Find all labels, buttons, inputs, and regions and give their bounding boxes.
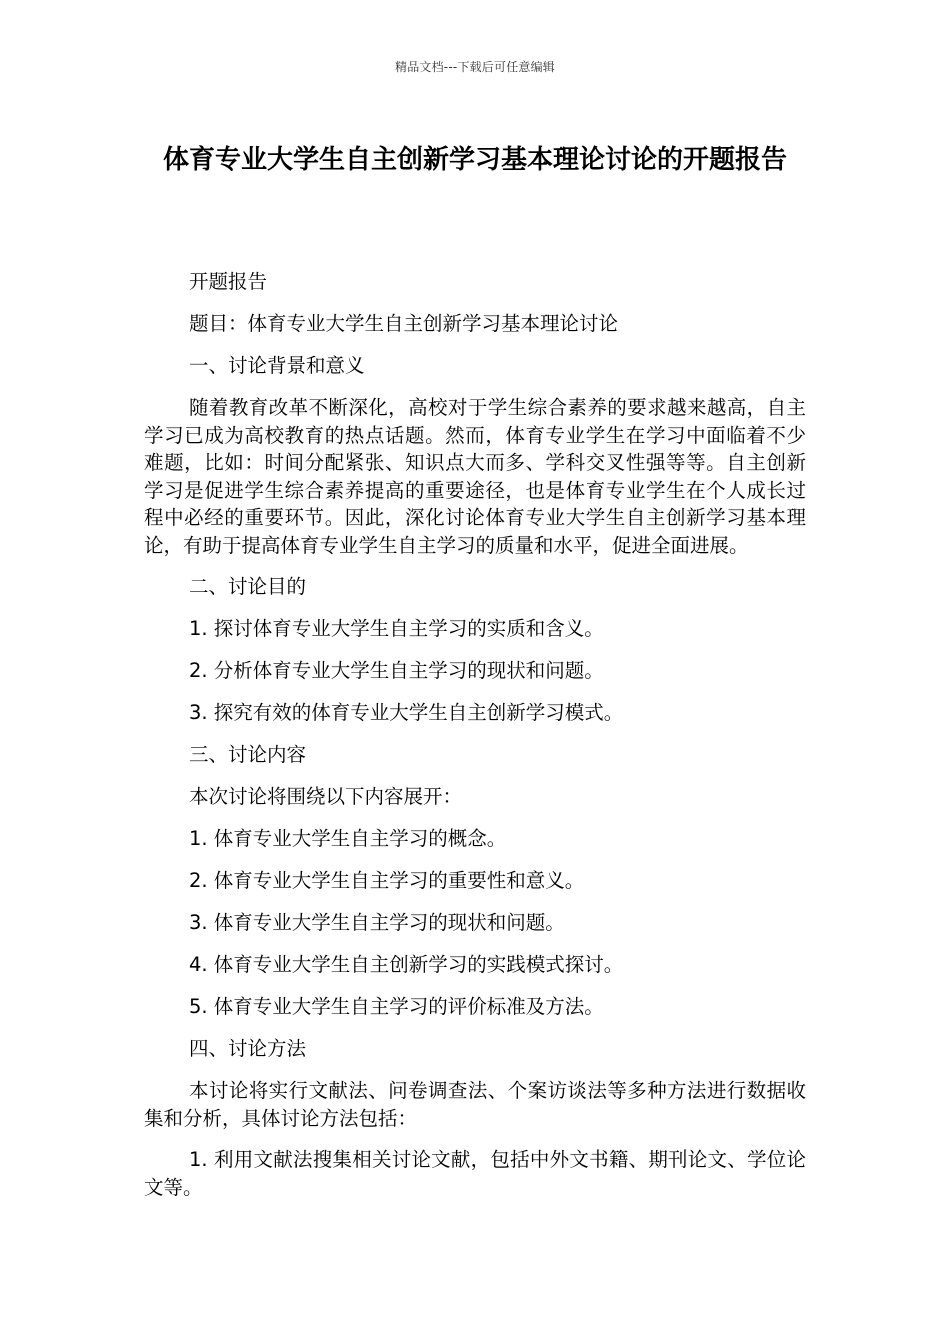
- document-title: 体育专业大学生自主创新学习基本理论讨论的开题报告: [162, 145, 787, 175]
- section-heading-method: 四、讨论方法: [189, 1037, 307, 1060]
- section-heading-purpose: 二、讨论目的: [189, 575, 307, 598]
- report-topic: 题目：体育专业大学生自主创新学习基本理论讨论: [189, 312, 619, 335]
- header-note: 精品文档---下载后可任意编辑: [395, 60, 555, 74]
- content-item-2: 2. 体育专业大学生自主学习的重要性和意义。: [189, 869, 585, 892]
- content-item-4: 4. 体育专业大学生自主创新学习的实践模式探讨。: [189, 953, 624, 976]
- method-item-1: 1. 利用文献法搜集相关讨论文献，包括中外文书籍、期刊论文、学位论文等。: [144, 1148, 806, 1199]
- purpose-item-2: 2. 分析体育专业大学生自主学习的现状和问题。: [189, 659, 604, 682]
- content-item-5: 5. 体育专业大学生自主学习的评价标准及方法。: [189, 995, 604, 1018]
- content-intro: 本次讨论将围绕以下内容展开：: [189, 785, 463, 808]
- content-item-1: 1. 体育专业大学生自主学习的概念。: [189, 827, 507, 850]
- content-item-3: 3. 体育专业大学生自主学习的现状和问题。: [189, 911, 565, 934]
- report-label: 开题报告: [189, 270, 268, 293]
- background-paragraph: 随着教育改革不断深化，高校对于学生综合素养的要求越来越高，自主学习已成为高校教育的热点话题。然而，体育专业学生在学习中面临着不少难题，比如：时间分配紧张、知识点大而多、学科交叉性强等等。自主创新学习是促进学生综合素养提高的重要途径，也是体育专业学生在个人成长过程中必经的重要环节。因此，深化讨论体育专业大学生自主创新学习基本理论，有助于提高体育专业学生自主学习的质量和水平，促进全面进展。: [144, 396, 806, 557]
- document-body: [144, 268, 806, 1215]
- purpose-item-1: 1. 探讨体育专业大学生自主学习的实质和含义。: [189, 617, 604, 640]
- section-heading-background: 一、讨论背景和意义: [189, 354, 365, 377]
- method-intro: 本讨论将实行文献法、问卷调查法、个案访谈法等多种方法进行数据收集和分析，具体讨论方法包括：: [144, 1079, 806, 1130]
- section-heading-content: 三、讨论内容: [189, 743, 307, 766]
- purpose-item-3: 3. 探究有效的体育专业大学生自主创新学习模式。: [189, 701, 624, 724]
